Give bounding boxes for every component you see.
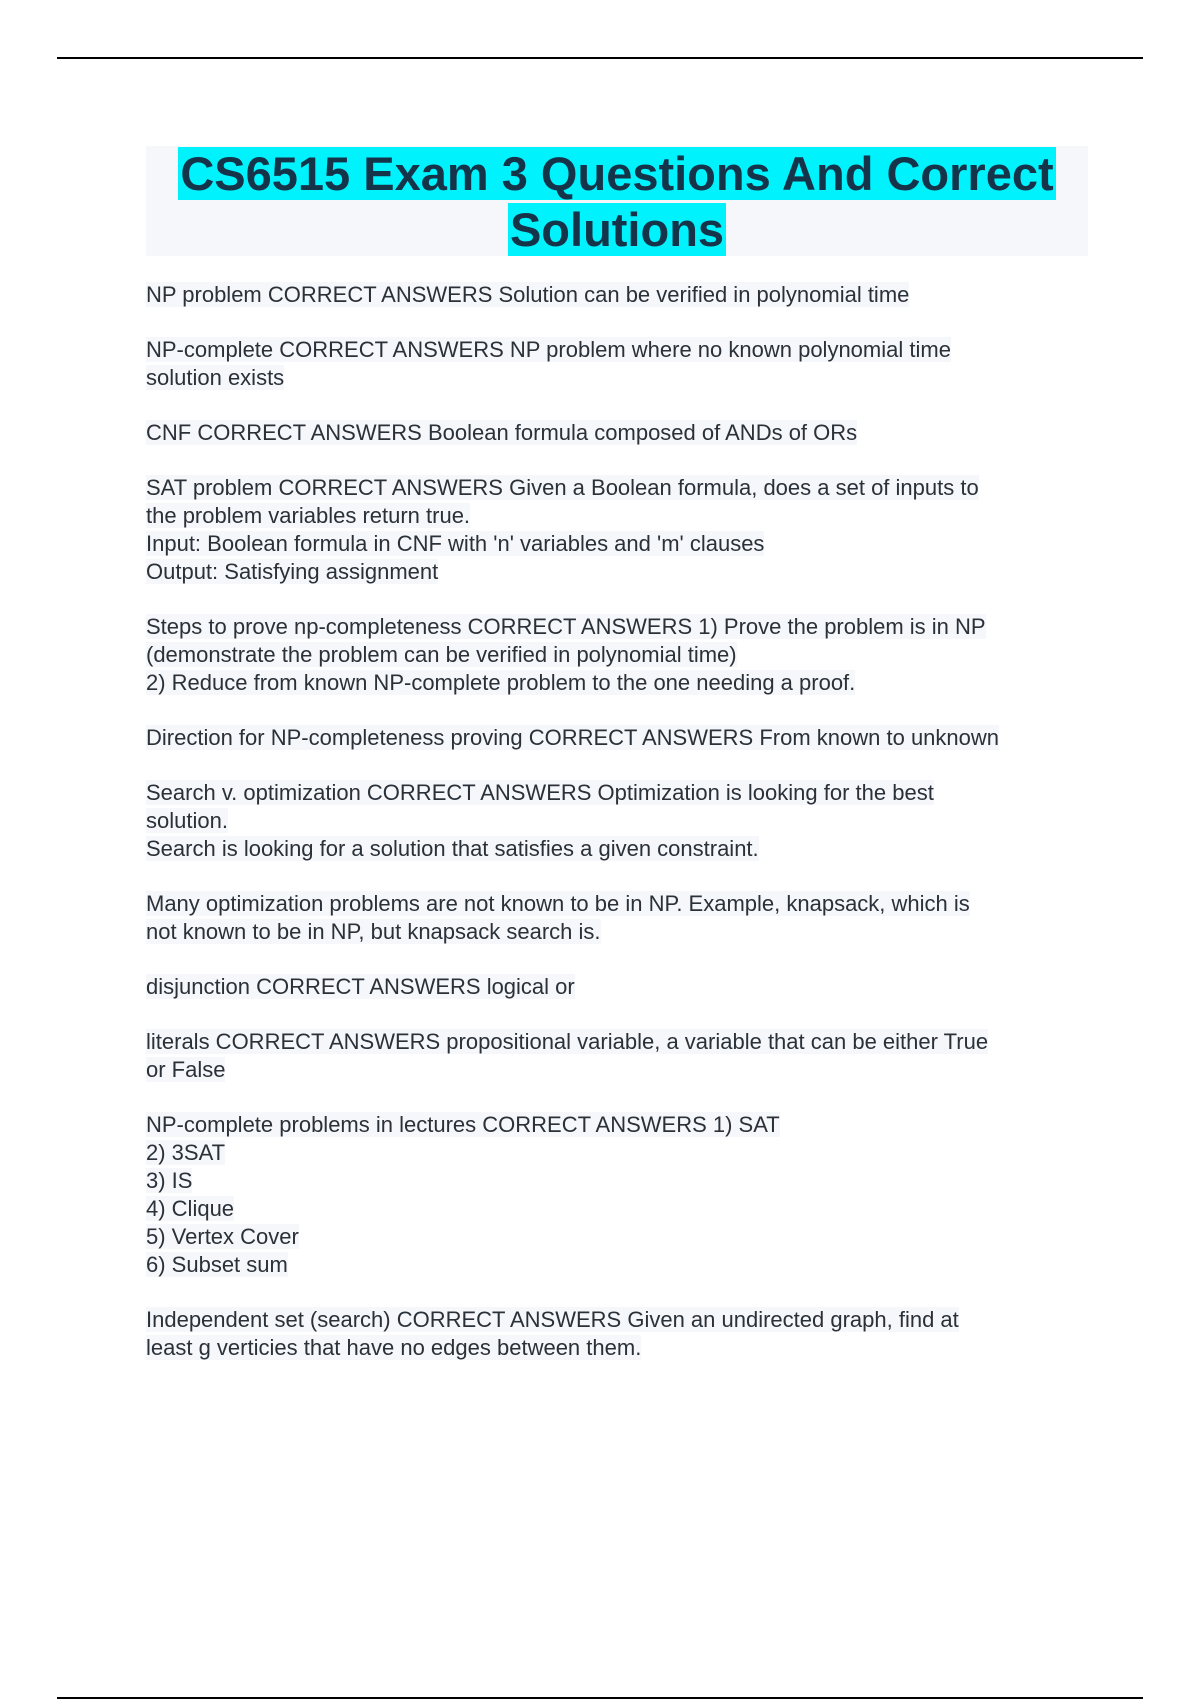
qa-entry-line: [146, 1056, 1091, 1084]
qa-entry-text: 6) Subset sum: [146, 1252, 288, 1277]
title-line-1: CS6515 Exam 3 Questions And Correct: [180, 147, 1054, 200]
qa-entry-line: [146, 1334, 1091, 1362]
qa-entry-text: least g verticies that have no edges between them.: [146, 1335, 642, 1360]
qa-entry-line: [146, 613, 1091, 641]
qa-entry-line: [146, 419, 1091, 447]
qa-entry: [146, 973, 1091, 1001]
qa-entry-line: [146, 502, 1091, 530]
qa-entry-text: 2) 3SAT: [146, 1140, 226, 1165]
qa-entry-line: [146, 1139, 1091, 1167]
qa-entry-line: [146, 336, 1091, 364]
qa-entry-line: [146, 973, 1091, 1001]
qa-entry-text: Search v. optimization CORRECT ANSWERS Optimization is looking for the best: [146, 780, 934, 805]
qa-entry-line: [146, 835, 1091, 863]
qa-entry-line: [146, 364, 1091, 392]
qa-entry-line: [146, 1167, 1091, 1195]
bottom-rule: [57, 1697, 1143, 1699]
qa-list: [146, 281, 1091, 1389]
qa-entry-line: [146, 474, 1091, 502]
qa-entry-line: [146, 1251, 1091, 1279]
qa-entry-text: the problem variables return true.: [146, 503, 471, 528]
qa-entry-text: Input: Boolean formula in CNF with 'n' variables and 'm' clauses: [146, 531, 765, 556]
qa-entry-line: [146, 1306, 1091, 1334]
qa-entry-text: Steps to prove np-completeness CORRECT ANSWERS 1) Prove the problem is in NP: [146, 614, 986, 639]
qa-entry: [146, 419, 1091, 447]
qa-entry-line: [146, 1028, 1091, 1056]
qa-entry-line: [146, 807, 1091, 835]
qa-entry-text: 4) Clique: [146, 1196, 235, 1221]
qa-entry: [146, 1028, 1091, 1084]
qa-entry-text: solution exists: [146, 365, 285, 390]
qa-entry: [146, 724, 1091, 752]
qa-entry: [146, 281, 1091, 309]
qa-entry-text: (demonstrate the problem can be verified in polynomial time): [146, 642, 737, 667]
qa-entry: [146, 336, 1091, 392]
qa-entry-line: [146, 1195, 1091, 1223]
qa-entry-line: [146, 281, 1091, 309]
qa-entry-line: [146, 1111, 1091, 1139]
title-line-2: Solutions: [509, 203, 725, 256]
qa-entry-line: [146, 779, 1091, 807]
qa-entry-line: [146, 641, 1091, 669]
qa-entry: [146, 613, 1091, 697]
qa-entry-text: 5) Vertex Cover: [146, 1224, 299, 1249]
qa-entry-line: [146, 724, 1091, 752]
qa-entry-line: [146, 530, 1091, 558]
qa-entry-text: Search is looking for a solution that satisfies a given constraint.: [146, 836, 759, 861]
qa-entry-text: Output: Satisfying assignment: [146, 559, 439, 584]
document-title: [146, 146, 1088, 258]
qa-entry-line: [146, 558, 1091, 586]
qa-entry-text: literals CORRECT ANSWERS propositional variable, a variable that can be either True: [146, 1029, 989, 1054]
top-rule: [57, 57, 1143, 59]
qa-entry: [146, 890, 1091, 946]
qa-entry-text: 3) IS: [146, 1168, 193, 1193]
qa-entry-text: SAT problem CORRECT ANSWERS Given a Boolean formula, does a set of inputs to: [146, 475, 979, 500]
qa-entry: [146, 474, 1091, 586]
qa-entry-line: [146, 918, 1091, 946]
qa-entry-line: [146, 890, 1091, 918]
qa-entry-text: NP-complete CORRECT ANSWERS NP problem where no known polynomial time: [146, 337, 951, 362]
qa-entry-text: CNF CORRECT ANSWERS Boolean formula composed of ANDs of ORs: [146, 420, 858, 445]
qa-entry: [146, 779, 1091, 863]
qa-entry-text: NP-complete problems in lectures CORRECT ANSWERS 1) SAT: [146, 1112, 780, 1137]
qa-entry-text: Direction for NP-completeness proving CORRECT ANSWERS From known to unknown: [146, 725, 1000, 750]
title-block: [146, 146, 1088, 256]
qa-entry-text: or False: [146, 1057, 226, 1082]
qa-entry-text: Independent set (search) CORRECT ANSWERS Given an undirected graph, find at: [146, 1307, 959, 1332]
qa-entry-line: [146, 1223, 1091, 1251]
qa-entry-text: NP problem CORRECT ANSWERS Solution can be verified in polynomial time: [146, 282, 910, 307]
qa-entry-text: solution.: [146, 808, 228, 833]
qa-entry-text: Many optimization problems are not known to be in NP. Example, knapsack, which is: [146, 891, 970, 916]
qa-entry-text: not known to be in NP, but knapsack search is.: [146, 919, 601, 944]
qa-entry-text: disjunction CORRECT ANSWERS logical or: [146, 974, 575, 999]
qa-entry: [146, 1111, 1091, 1279]
qa-entry-line: [146, 669, 1091, 697]
qa-entry: [146, 1306, 1091, 1362]
qa-entry-text: 2) Reduce from known NP-complete problem to the one needing a proof.: [146, 670, 856, 695]
